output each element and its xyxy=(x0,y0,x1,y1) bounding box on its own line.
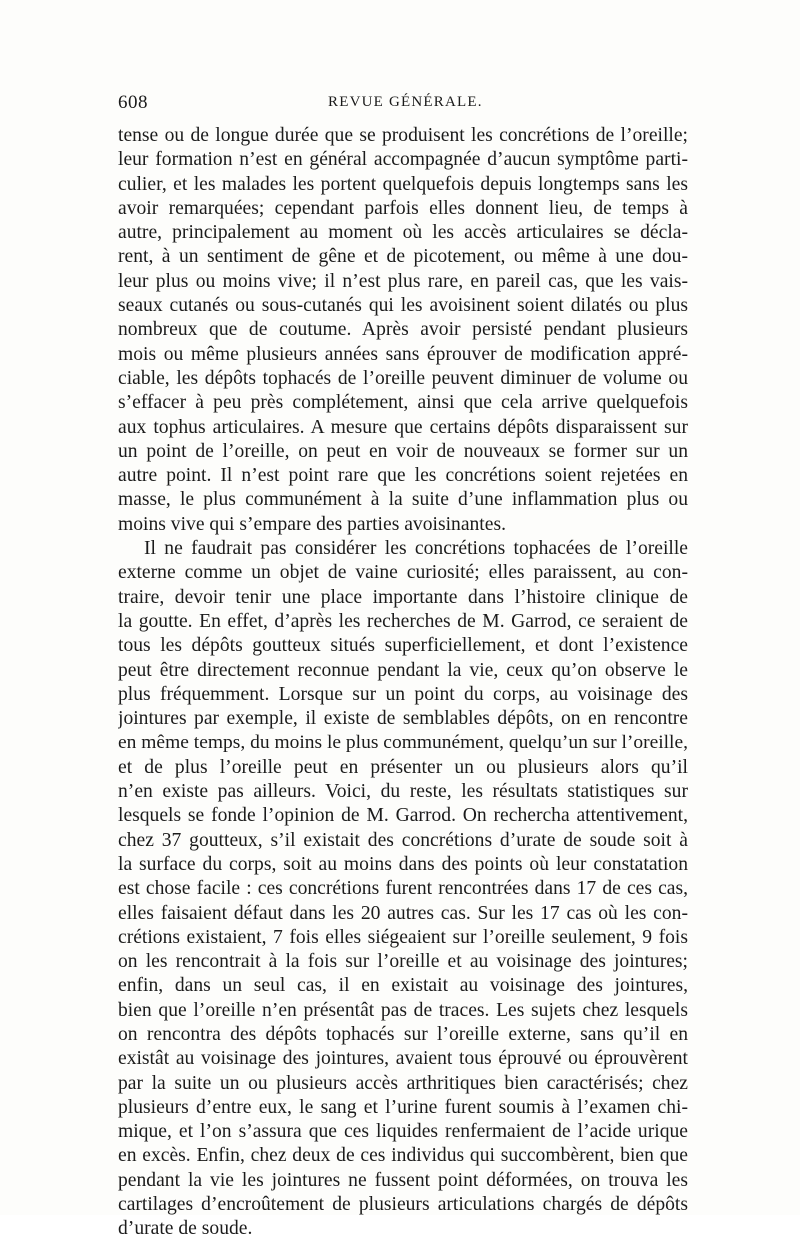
text-line: enfin, dans un seul cas, il en existait au voisinage des jointures, xyxy=(118,975,688,997)
text-line: la surface du corps, soit au moins dans des points où leur constatation xyxy=(118,853,688,875)
text-line: autre point. Il n’est point rare que les concrétions soient rejetées en xyxy=(118,465,688,487)
text-line: bien que l’oreille n’en présentât pas de traces. Les sujets chez lesquels xyxy=(118,999,688,1021)
text-line: en même temps, du moins le plus communément, quelqu’un sur l’oreille, xyxy=(118,732,688,754)
text-line: nombreux que de coutume. Après avoir persisté pendant plusieurs xyxy=(118,319,688,341)
running-header xyxy=(118,92,688,116)
text-line: cartilages d’encroûtement de plusieurs articulations chargés de dépôts xyxy=(118,1194,688,1216)
text-line: pendant la vie les jointures ne fussent point déformées, on trouva les xyxy=(118,1169,688,1191)
text-line: est chose facile : ces concrétions furent rencontrées dans 17 de ces cas, xyxy=(118,878,688,900)
text-line: la goutte. En effet, d’après les recherches de M. Garrod, ce seraient de xyxy=(118,610,688,632)
text-line: plus fréquemment. Lorsque sur un point du corps, au voisinage des xyxy=(118,683,688,705)
text-line: leur plus ou moins vive; il n’est plus rare, en pareil cas, que les vais- xyxy=(118,270,688,292)
text-line: on les rencontrait à la fois sur l’oreille et au voisinage des jointures; xyxy=(118,951,688,973)
paragraph xyxy=(118,124,688,537)
text-line: existât au voisinage des jointures, avaient tous éprouvé ou éprouvèrent xyxy=(118,1048,688,1070)
text-line: on rencontra des dépôts tophacés sur l’oreille externe, sans qu’il en xyxy=(118,1023,688,1045)
text-line: n’en existe pas ailleurs. Voici, du reste, les résultats statistiques sur xyxy=(118,781,688,803)
text-line: s’effacer à peu près complétement, ainsi que cela arrive quelquefois xyxy=(118,392,688,414)
text-line: lesquels se fonde l’opinion de M. Garrod. On rechercha attentivement, xyxy=(118,805,688,827)
text-line: aux tophus articulaires. A mesure que certains dépôts disparaissent sur xyxy=(118,416,688,438)
paragraph xyxy=(118,537,688,1242)
text-line: autre, principalement au moment où les accès articulaires se décla- xyxy=(118,222,688,244)
text-line: culier, et les malades les portent quelquefois depuis longtemps sans les xyxy=(118,173,688,195)
body-text xyxy=(118,124,688,1242)
page-number: 608 xyxy=(118,92,148,113)
text-line: tous les dépôts goutteux situés superficiellement, et dont l’existence xyxy=(118,635,688,657)
text-line: mique, et l’on s’assura que ces liquides renfermaient de l’acide urique xyxy=(118,1121,688,1143)
running-title: REVUE GÉNÉRALE. xyxy=(328,94,483,110)
text-line: elles faisaient défaut dans les 20 autres cas. Sur les 17 cas où les con- xyxy=(118,902,688,924)
text-line: externe comme un objet de vaine curiosité; elles paraissent, au con- xyxy=(118,562,688,584)
text-line: masse, le plus communément à la suite d’une inflammation plus ou xyxy=(118,489,688,511)
text-line: mois ou même plusieurs années sans éprouver de modification appré- xyxy=(118,343,688,365)
text-line: crétions existaient, 7 fois elles siégeaient sur l’oreille seulement, 9 fois xyxy=(118,926,688,948)
text-line: d’urate de soude. xyxy=(118,1218,253,1240)
text-line: tense ou de longue durée que se produisent les concrétions de l’oreille; xyxy=(118,125,688,146)
text-line: un point de l’oreille, on peut en voir de nouveaux se former sur un xyxy=(118,440,688,462)
text-line: traire, devoir tenir une place importante dans l’histoire clinique de xyxy=(118,586,688,608)
text-line: moins vive qui s’empare des parties avoisinantes. xyxy=(118,513,506,535)
text-line: seaux cutanés ou sous-cutanés qui les avoisinent soient dilatés ou plus xyxy=(118,295,688,317)
text-line: ciable, les dépôts tophacés de l’oreille peuvent diminuer de volume ou xyxy=(118,367,688,389)
text-line: plusieurs d’entre eux, le sang et l’urine furent soumis à l’examen chi- xyxy=(118,1096,688,1118)
text-line: en excès. Enfin, chez deux de ces individus qui succombèrent, bien que xyxy=(118,1145,688,1167)
text-line: Il ne faudrait pas considérer les concrétions tophacées de l’oreille xyxy=(144,538,688,560)
text-line: rent, à un sentiment de gêne et de picotement, ou même à une dou- xyxy=(118,246,688,268)
text-line: et de plus l’oreille peut en présenter un ou plusieurs alors qu’il xyxy=(118,756,688,778)
text-line: peut être directement reconnue pendant la vie, ceux qu’on observe le xyxy=(118,659,688,681)
text-line: leur formation n’est en général accompagnée d’aucun symptôme parti- xyxy=(118,149,688,171)
text-line: chez 37 goutteux, s’il existait des concrétions d’urate de soude soit à xyxy=(118,829,688,851)
text-line: avoir remarquées; cependant parfois elles donnent lieu, de temps à xyxy=(118,197,688,219)
text-line: par la suite un ou plusieurs accès arthritiques bien caractérisés; chez xyxy=(118,1072,688,1094)
text-line: jointures par exemple, il existe de semblables dépôts, on en rencontre xyxy=(118,708,688,730)
